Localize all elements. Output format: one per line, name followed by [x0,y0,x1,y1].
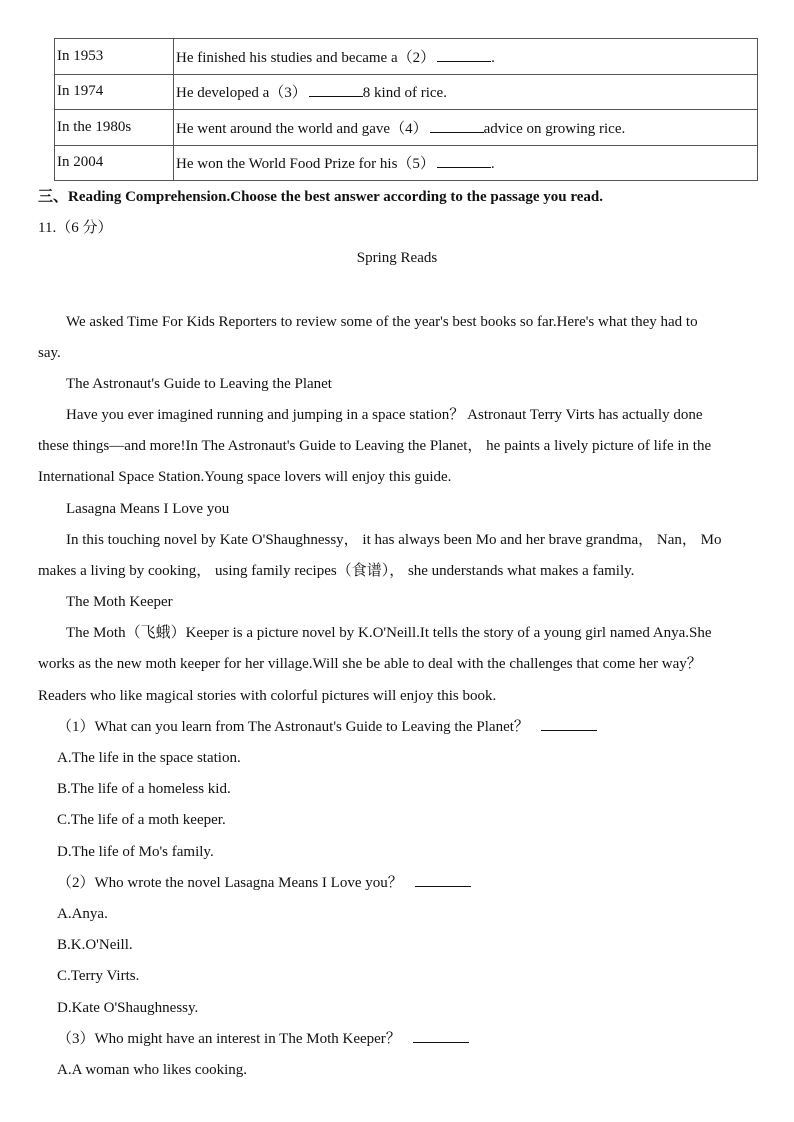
year-cell: In the 1980s [55,110,174,146]
question-stem: （2）Who wrote the novel Lasagna Means I Love you？ [57,873,758,893]
answer-option[interactable]: A.A woman who likes cooking. [57,1062,247,1078]
passage-line: works as the new moth keeper for her village.Will she be able to deal with the challenges that come her way？ [38,656,702,672]
answer-blank[interactable] [415,885,471,887]
answer-option[interactable]: A.Anya. [57,906,108,922]
question-stem: （1）What can you learn from The Astronaut's Guide to Leaving the Planet？ [57,717,758,737]
passage-line: We asked Time For Kids Reporters to review some of the year's best books so far.Here's what they had to [66,314,698,330]
passage-line: International Space Station.Young space lovers will enjoy this guide. [38,469,452,485]
answer-blank[interactable] [541,729,597,731]
passage-title: Spring Reads [356,250,438,266]
passage-line: these things—and more!In The Astronaut's Guide to Leaving the Planet， he paints a lively picture of life in the [38,438,712,454]
passage-line: The Moth（飞蛾）Keeper is a picture novel by K.O'Neill.It tells the story of a young girl named Anya.She [66,625,712,641]
event-cell: He went around the world and gave（4） advice on growing rice. [174,110,758,146]
answer-blank[interactable] [413,1041,469,1043]
answer-blank[interactable] [437,166,491,168]
passage-line: say. [38,345,61,361]
answer-blank[interactable] [430,131,484,133]
timeline-table [54,38,758,181]
answer-option[interactable]: B.K.O'Neill. [57,937,133,953]
event-cell: He finished his studies and became a（2） . [174,39,758,75]
table-row [55,110,758,146]
table-row [55,39,758,75]
question-stem: （3）Who might have an interest in The Moth Keeper？ [57,1029,758,1049]
question-number: 11.（6 分） [38,220,113,236]
answer-option[interactable]: A.The life in the space station. [57,750,241,766]
year-cell: In 1974 [55,74,174,110]
answer-option[interactable]: D.The life of Mo's family. [57,844,214,860]
book-title: Lasagna Means I Love you [66,501,230,517]
event-cell: He won the World Food Prize for his（5） . [174,145,758,181]
answer-option[interactable]: C.Terry Virts. [57,968,140,984]
section-heading: 三、Reading Comprehension.Choose the best answer according to the passage you read. [38,189,604,205]
answer-option[interactable]: D.Kate O'Shaughnessy. [57,1000,199,1016]
event-cell: He developed a（3） 8 kind of rice. [174,74,758,110]
answer-option[interactable]: C.The life of a moth keeper. [57,812,226,828]
answer-blank[interactable] [309,95,363,97]
passage-line: In this touching novel by Kate O'Shaughnessy， it has always been Mo and her brave grandma， Nan， Mo [66,532,722,548]
passage-line: makes a living by cooking， using family recipes（食谱）， she understands what makes a family. [38,563,635,579]
year-cell: In 1953 [55,39,174,75]
book-title: The Astronaut's Guide to Leaving the Planet [66,376,332,392]
answer-option[interactable]: B.The life of a homeless kid. [57,781,231,797]
year-cell: In 2004 [55,145,174,181]
answer-blank[interactable] [437,60,491,62]
table-row [55,74,758,110]
book-title: The Moth Keeper [66,594,173,610]
passage-line: Have you ever imagined running and jumping in a space station？ Astronaut Terry Virts has actually done [66,407,703,423]
table-row [55,145,758,181]
passage-line: Readers who like magical stories with colorful pictures will enjoy this book. [38,688,497,704]
